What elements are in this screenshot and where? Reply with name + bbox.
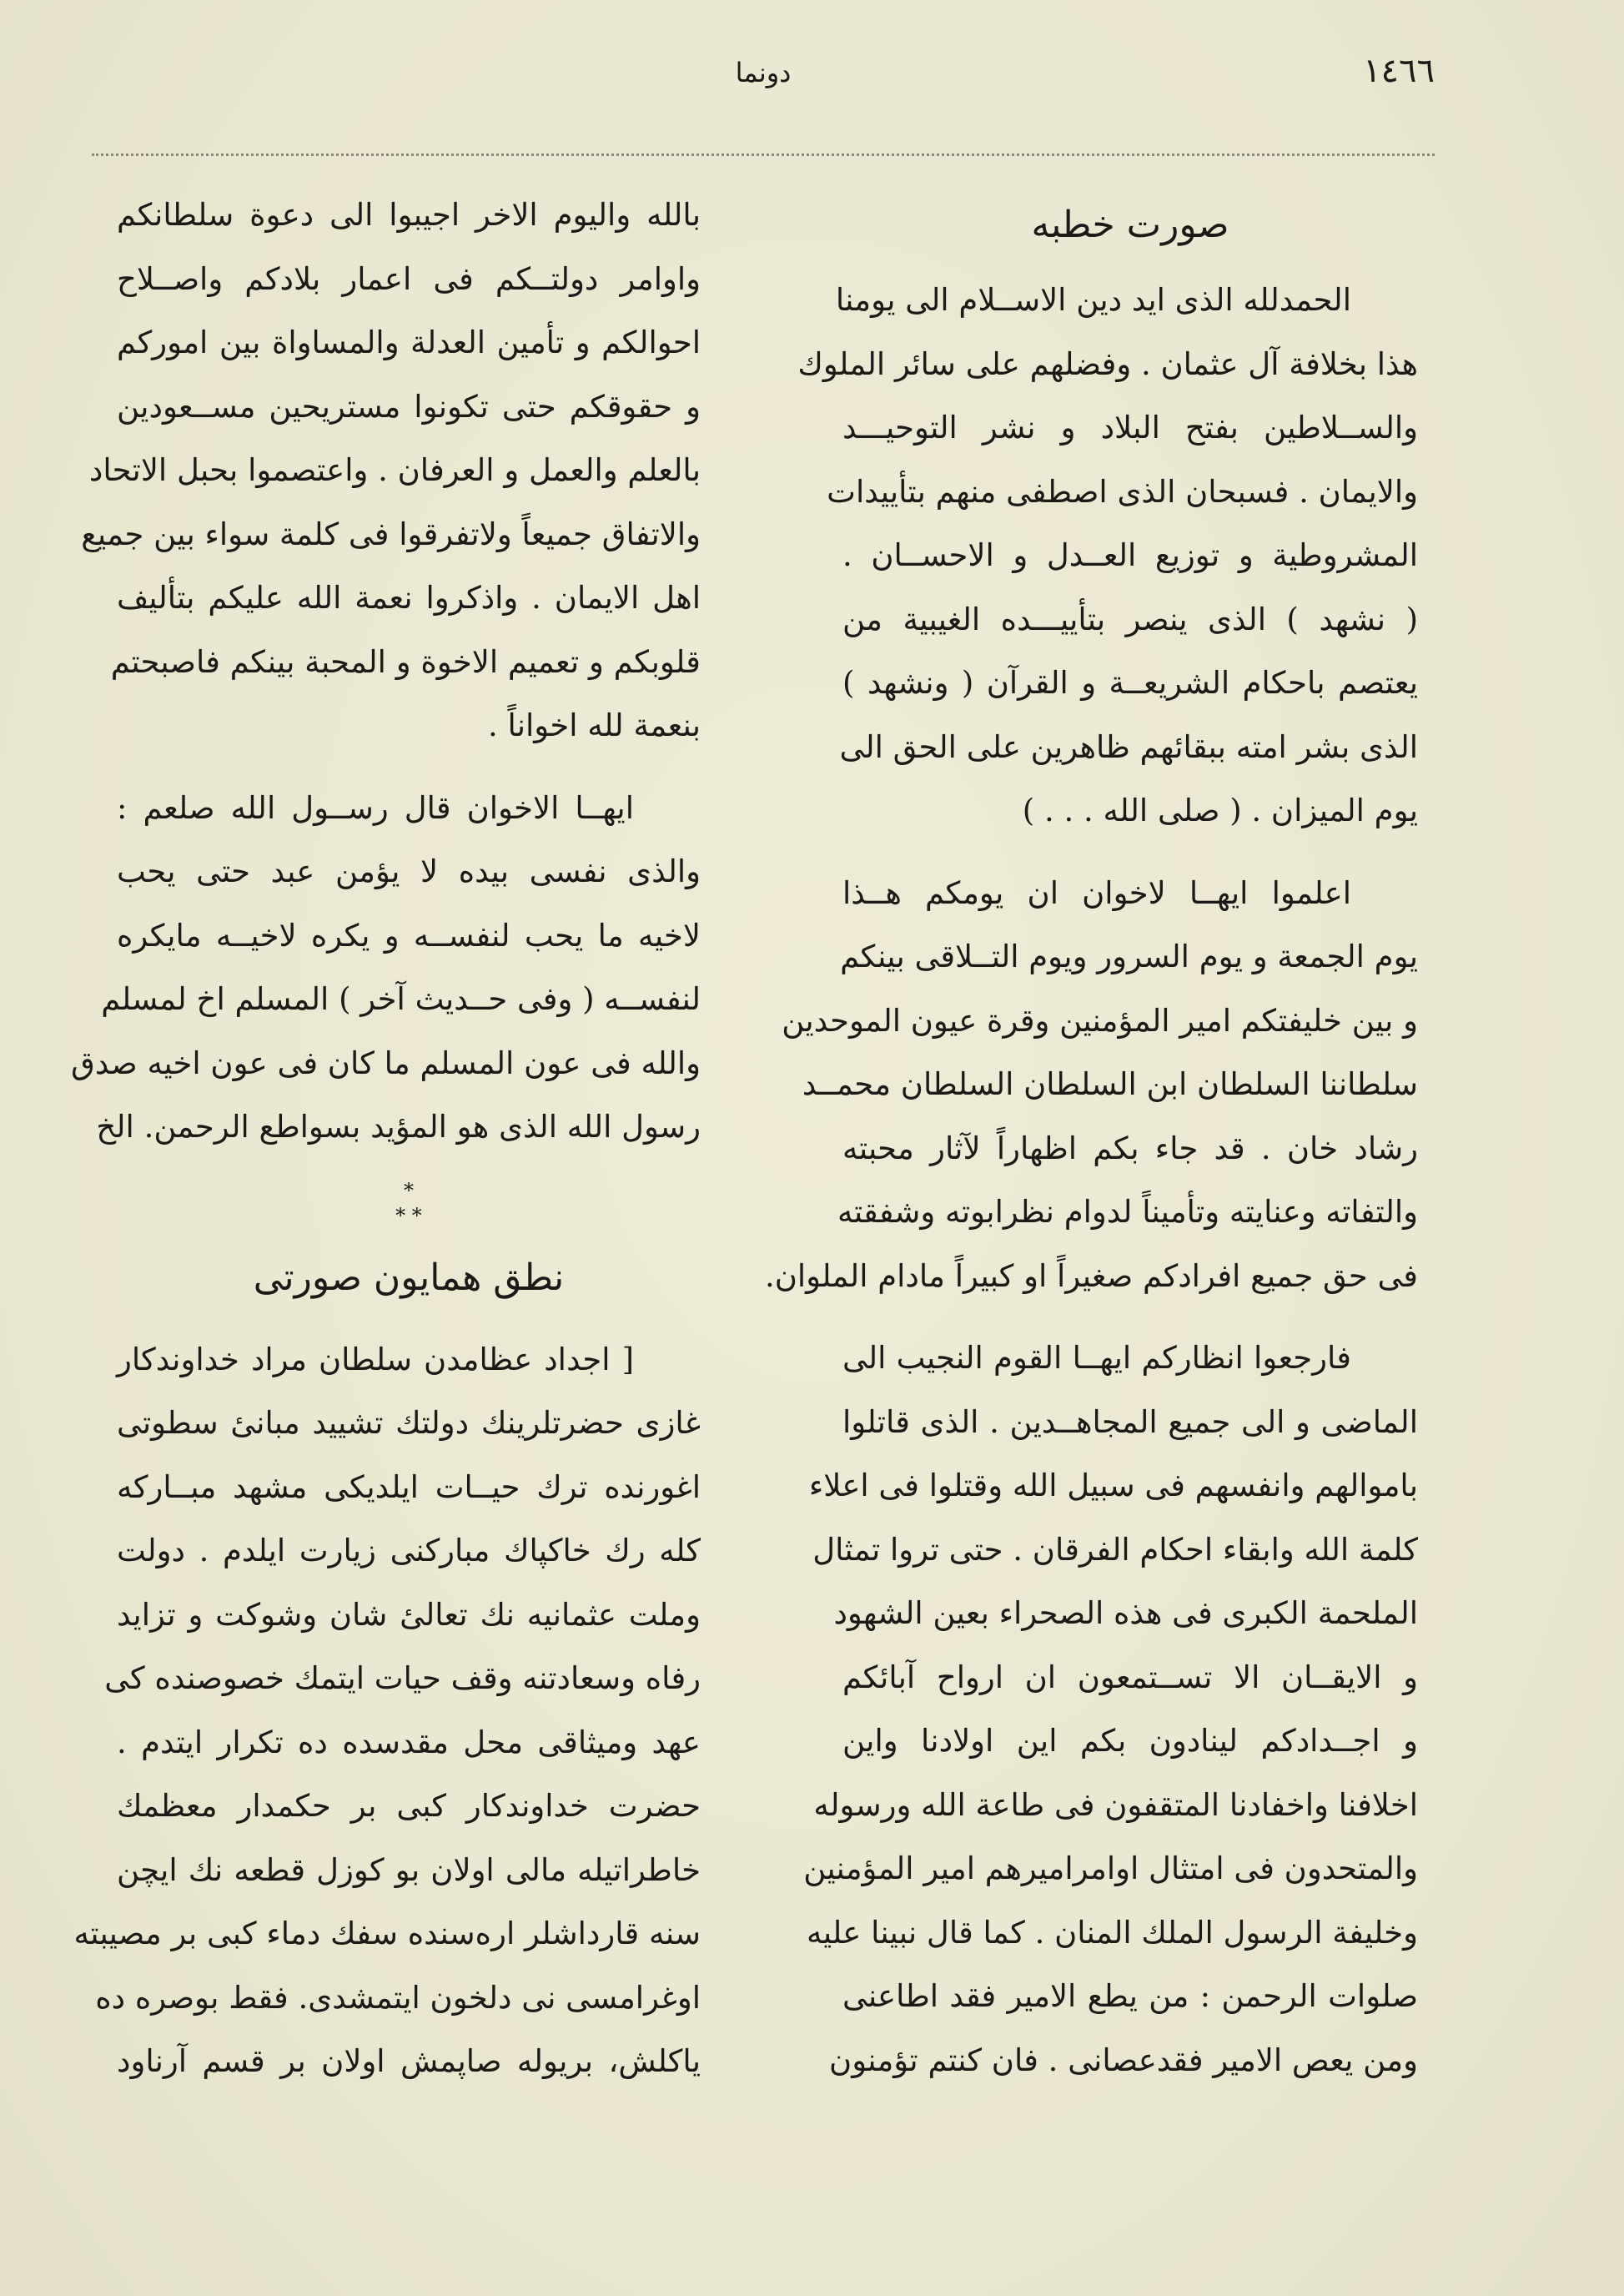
- text-line: اغورنده ترك حیــات ایلدیکی مشهد مبــارکه: [117, 1468, 701, 1505]
- page-header: [92, 52, 1435, 93]
- text-line: الماضی و الی جمیع المجاهــدین . الذی قاتلوا: [842, 1403, 1418, 1440]
- text-line: الذی بشر امته ببقائهم ظاهرین علی الحق الی: [839, 728, 1418, 765]
- text-line: والتفاته وعنایته وتأمیناً لدوام نظرابوته وشفقته: [837, 1194, 1418, 1230]
- text-line: احوالکم و تأمین العدلة والمساواة بین امورکم: [117, 325, 701, 360]
- header-dotted-rule: [92, 154, 1435, 156]
- text-line: صلوات الرحمن : من یطع الامیر فقد اطاعنی: [842, 1978, 1418, 2014]
- text-line: یعتصم باحکام الشریعــة و القرآن ( ونشهد ): [842, 665, 1418, 701]
- left-column: [71, 184, 701, 2112]
- asterisk-bottom: * *: [395, 1203, 422, 1227]
- text-line: والســلاطین بفتح البلاد و نشر التوحیـــد: [842, 410, 1418, 446]
- text-line: یوم الجمعة و یوم السرور ویوم التــلاقی بینکم: [840, 939, 1418, 974]
- text-line: اعلموا ایهــا لاخوان ان یومکم هــذا: [842, 874, 1351, 911]
- text-line: و حقوقکم حتی تکونوا مستریحین مســعودین: [117, 388, 701, 425]
- text-line: کله رك خاکپاك مبارکنی زیارت ایلدم . دولت: [117, 1533, 701, 1568]
- text-line: واوامر دولتــکم فی اعمار بلادکم واصــلاح: [117, 260, 701, 297]
- text-line: ایهــا الاخوان قال رســول الله صلعم :: [117, 789, 634, 826]
- running-title: دونما: [735, 57, 792, 88]
- text-line: اخلافنا واخفادنا المتقفون فی طاعة الله ورسوله: [813, 1786, 1418, 1823]
- text-line: عهد ومیثاقی محل مقدسده ده تکرار ایتدم .: [117, 1724, 701, 1760]
- text-line: بنعمة لله اخواناً .: [487, 707, 701, 743]
- text-line: و الایقــان الا تســتمعون ان ارواح آبائکم: [842, 1659, 1418, 1695]
- text-line: وملت عثمانیه نك تعالیٔ شان وشوکت و تزاید: [117, 1596, 701, 1633]
- text-line: ( نشهد ) الذی ینصر بتأییـــده الغیبیة من: [842, 601, 1418, 637]
- text-line: بالعلم والعمل و العرفان . واعتصموا بحبل الاتحاد: [88, 452, 701, 488]
- section-title-nutk-humayun: نطق همایون صورتی: [253, 1256, 565, 1299]
- text-line: رشاد خان . قد جاء بکم اظهاراً لآثار محبته: [842, 1130, 1418, 1166]
- text-line: والذی نفسی بیده لا یؤمن عبد حتی یحب: [117, 853, 701, 889]
- text-line: یاکلش، بریوله صاپمش اولان بر قسم آرناود: [117, 2043, 701, 2079]
- text-line: الحمدلله الذی اید دین الاســلام الی یومنا: [835, 282, 1351, 318]
- section-separator-asterisks: [117, 1178, 701, 1228]
- text-line: فی حق جمیع افرادکم صغیراً او کبیراً مادام الملوان.: [764, 1257, 1418, 1294]
- page-number: ١٤٦٦: [1363, 52, 1435, 90]
- text-line: سنه قارداشلر ارەسنده سفك دماء کبی بر مصیبته: [73, 1916, 701, 1951]
- text-line: حضرت خداوندکار کبی بر حکمدار معظمك: [117, 1788, 701, 1824]
- text-line: هذا بخلافة آل عثمان . وفضلهم علی سائر الملوك: [797, 345, 1418, 382]
- text-line: ومن یعص الامیر فقدعصانی . فان کنتم تؤمنون: [829, 2042, 1418, 2078]
- text-line: الملحمة الکبری فی هذه الصحراء بعین الشهود: [833, 1595, 1418, 1631]
- text-line: لاخیه ما یحب لنفســه و یکره لاخیــه مایکره: [117, 917, 701, 954]
- right-column: [764, 200, 1418, 2111]
- text-line: والایمان . فسبحان الذی اصطفی منهم بتأییدات: [827, 473, 1418, 510]
- text-line: خاطراتیله مالی اولان بو کوزل قطعه نك ایچن: [117, 1851, 701, 1888]
- text-line: فارجعوا انظارکم ایهــا القوم النجیب الی: [842, 1340, 1351, 1376]
- text-line: رسول الله الذی هو المؤید بسواطع الرحمن. الخ: [96, 1109, 701, 1145]
- asterisk-top: *: [404, 1178, 414, 1202]
- text-line: والاتفاق جمیعاً ولاتفرقوا فی کلمة سواء بین جمیع: [81, 516, 701, 552]
- text-line: بالله والیوم الاخر اجیبوا الی دعوة سلطانکم: [117, 197, 701, 233]
- text-line: والمتحدون فی امتثال اوامرامیرهم امیر المؤمنین: [803, 1850, 1418, 1886]
- text-line: لنفســه ( وفی حــدیث آخر ) المسلم اخ لمسلم: [101, 981, 701, 1017]
- text-line: والله فی عون المسلم ما کان فی عون اخیه صدق: [71, 1045, 701, 1081]
- paragraph: [797, 269, 1418, 843]
- paragraph: [764, 862, 1418, 1309]
- text-line: قلوبکم و تعمیم الاخوة و المحبة بینکم فاصبحتم: [110, 643, 701, 680]
- text-line: رفاه وسعادتنه وقف حیات ایتمك خصوصنده کی: [104, 1660, 701, 1696]
- paragraph: [73, 1328, 701, 2094]
- text-line: کلمة الله وابقاء احکام الفرقان . حتی تروا تمثال: [812, 1531, 1418, 1568]
- text-line: و بین خلیفتکم امیر المؤمنین وقرة عیون الموحدین: [782, 1002, 1418, 1039]
- paragraph: [803, 1327, 1418, 2092]
- paragraph: [71, 777, 701, 1160]
- text-line: اهل الایمان . واذکروا نعمة الله علیکم بتألیف: [117, 580, 701, 616]
- text-line: اوغرامسی نی دلخون ایتمشدی. فقط بوصره ده: [95, 1979, 701, 2016]
- text-line: المشروطیة و توزیع العــدل و الاحســان .: [842, 537, 1418, 573]
- text-line: و اجــدادکم لینادون بکم این اولادنا واین: [842, 1723, 1418, 1759]
- text-line: [ اجداد عظامدن سلطان مراد خداوندکار: [117, 1341, 634, 1377]
- text-line: باموالهم وانفسهم فی سبیل الله وقتلوا فی اعلاء: [808, 1468, 1418, 1503]
- section-title-khutba: صورت خطبه: [1031, 204, 1229, 246]
- text-line: یوم المیزان . ( صلی الله . . . ): [1022, 793, 1418, 828]
- paragraph: [81, 184, 701, 758]
- text-line: وخلیفة الرسول الملك المنان . کما قال نبینا علیه: [807, 1914, 1418, 1951]
- text-line: سلطاننا السلطان ابن السلطان السلطان محمــد: [802, 1066, 1418, 1102]
- text-line: غازی حضرتلرینك دولتك تشیید مبانیٔ سطوتی: [117, 1405, 701, 1441]
